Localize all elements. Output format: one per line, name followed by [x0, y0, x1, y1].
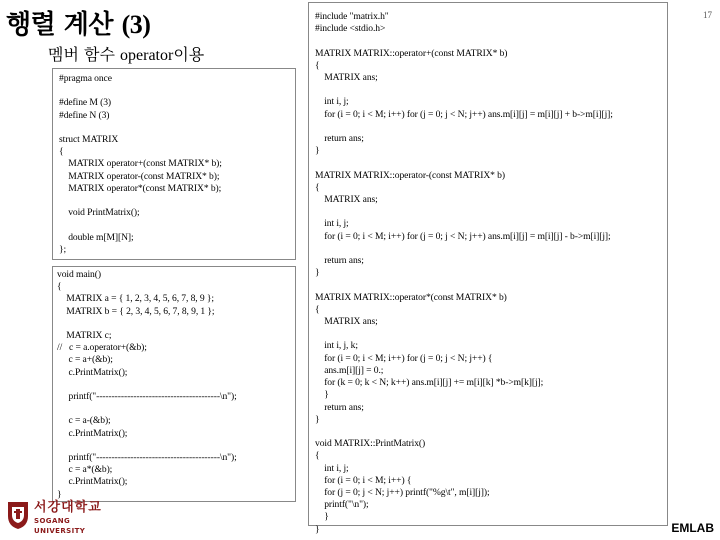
main-code: void main() { MATRIX a = { 1, 2, 3, 4, 5, 6, 7, 8, 9 }; MATRIX b = { 2, 3, 4, 5, 6, 7, 8, 9, 1 }; MATRIX c; // c = a.operator+(&b); c = a+(&b); c.PrintMatrix(); printf("----------------------------------------\n"); c = a-(&b); c.PrintMatrix(); printf("----------------------------------------\n"); c = a*(&b); c.PrintMatrix(); }	[57, 269, 237, 500]
header-code: #pragma once #define M (3) #define N (3) struct MATRIX { MATRIX operator+(const MATRIX* b); MATRIX operator-(const MATRIX* b); MATRIX operator*(const MATRIX* b); void PrintMatrix(); double m[M][N]; };	[59, 73, 222, 255]
sogang-emblem-icon	[6, 500, 30, 530]
slide-subtitle	[48, 42, 204, 65]
subtitle-ko: 멤버 함수	[48, 45, 115, 64]
subtitle-en: operator	[120, 47, 174, 64]
subtitle-ko2: 이용	[173, 45, 205, 64]
impl-code-box	[308, 2, 668, 535]
main-code-box	[52, 266, 296, 502]
slide-title-text: 행렬 계산	[6, 10, 114, 40]
page-number: 17	[703, 10, 712, 20]
university-logo	[4, 500, 124, 534]
impl-code: #include "matrix.h" #include <stdio.h> MATRIX MATRIX::operator+(const MATRIX* b) { MATRIX ans; int i, j; for (i = 0; i < M; i++) for (j = 0; j < N; j++) ans.m[i][j] = m[i][j] + b->m[i][j]; return ans; } MATRIX MATRIX::operator-(const MATRIX* b) { MATRIX ans; int i, j; for (i = 0; i < M; i++) for (j = 0; j < N; j++) ans.m[i][j] = m[i][j] - b->m[i][j]; return ans; } MATRIX MATRIX::operator*(const MATRIX* b) { MATRIX ans; int i, j, k; for (i = 0; i < M; i++) for (j = 0; j < N; j++) { ans.m[i][j] = 0.; for (k = 0; k < N; k++) ans.m[i][j] += m[i][k] *b->m[k][j]; } return ans; } void MATRIX::PrintMatrix() { int i, j; for (i = 0; i < M; i++) { for (j = 0; j < N; j++) printf("%g\t", m[i][j]); printf("\n"); } }	[315, 11, 613, 535]
logo-name-en: SOGANG UNIVERSITY	[34, 517, 86, 535]
logo-name-ko: 서강대학교	[34, 500, 102, 515]
lab-label: EMLAB	[671, 521, 714, 535]
logo-text	[34, 500, 124, 536]
slide-title	[6, 4, 150, 41]
header-code-box	[52, 68, 296, 260]
slide-title-number: (3)	[121, 10, 151, 39]
